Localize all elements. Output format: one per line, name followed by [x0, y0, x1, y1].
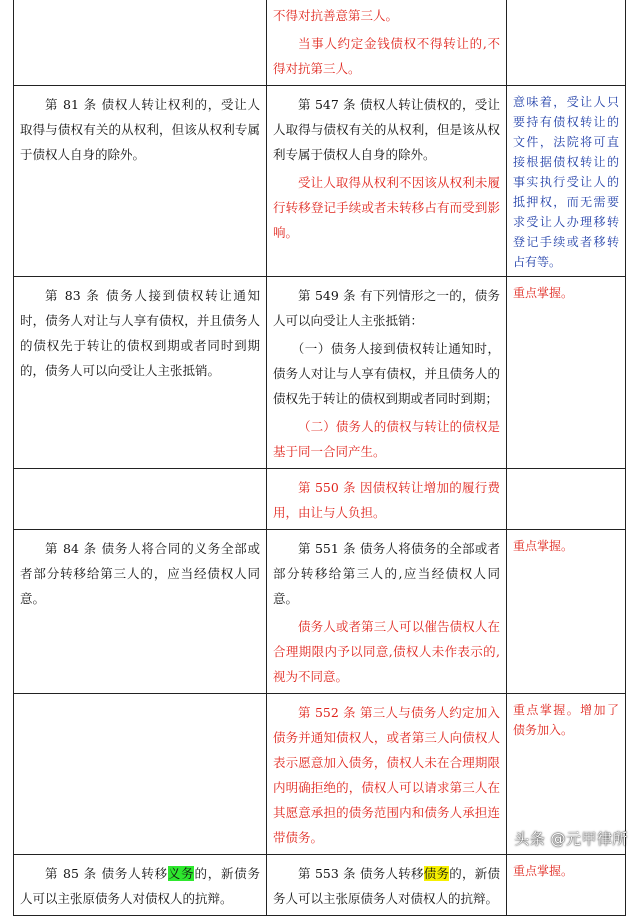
table-row [14, 277, 626, 469]
watermark-label: 头条 @元甲律所 [514, 830, 628, 848]
note-text: 重点掌握。 [513, 286, 574, 300]
new-law-text: （一）债务人接到债权转让通知时，债务人对让与人享有债权，并且债务人的债权先于转让的债权到期或者同时到期； [273, 341, 500, 406]
new-law-cell [267, 855, 507, 916]
new-law-text-part: 第 553 条 债务人转移 [298, 866, 424, 881]
new-law-cell [267, 0, 507, 86]
new-law-cell [267, 277, 507, 469]
note-cell [507, 855, 626, 916]
new-law-cell [267, 86, 507, 277]
table-row [14, 86, 626, 277]
old-law-cell [14, 855, 267, 916]
new-law-text: 第 550 条 因债权转让增加的履行费用，由让与人负担。 [273, 480, 500, 520]
new-law-text: 第 551 条 债务人将债务的全部或者部分转移给第三人的,应当经债权人同意。 [273, 541, 500, 606]
table-row [14, 530, 626, 694]
table-row [14, 0, 626, 86]
note-cell [507, 0, 626, 86]
new-law-cell [267, 469, 507, 530]
table-row [14, 469, 626, 530]
old-law-text: 第 83 条 债务人接到债权转让通知时，债务人对让与人享有债权，并且债务人的债权先于转让的债权到期或者同时到期的，债务人可以向受让人主张抵销。 [20, 288, 260, 378]
old-law-text-part: 第 85 条 债务人转移 [45, 866, 168, 881]
new-law-text-part: 的，新债务人可以主张原债务人对债权人的抗辩。 [273, 866, 500, 906]
new-law-text: （二）债务人的债权与转让的债权是基于同一合同产生。 [273, 419, 500, 459]
old-law-cell [14, 530, 267, 694]
note-text: 重点掌握。增加了债务加入。 [513, 703, 619, 737]
note-cell [507, 469, 626, 530]
old-law-text-part: 的，新债务人可以主张原债务人对债权人的抗辩。 [20, 866, 260, 906]
note-text: 重点掌握。 [513, 539, 574, 553]
new-law-text: 当事人约定金钱债权不得转让的,不得对抗第三人。 [273, 36, 500, 76]
old-law-cell [14, 694, 267, 855]
note-cell [507, 277, 626, 469]
new-law-cell [267, 694, 507, 855]
old-law-cell [14, 277, 267, 469]
new-law-text: 债务人或者第三人可以催告债权人在合理期限内予以同意,债权人未作表示的,视为不同意。 [273, 619, 500, 684]
new-law-text: 受让人取得从权利不因该从权利未履行转移登记手续或者未转移占有而受到影响。 [273, 175, 500, 240]
highlighted-term: 义务 [167, 866, 195, 881]
old-law-text [20, 861, 260, 911]
new-law-text: 第 547 条 债权人转让债权的，受让人取得与债权有关的从权利，但是该从权利专属于债权人自身的除外。 [273, 97, 500, 162]
new-law-text: 第 552 条 第三人与债务人约定加入债务并通知债权人，或者第三人向债权人表示愿意加入债务，债权人未在合理期限内明确拒绝的，债权人可以请求第三人在其愿意承担的债务范围内和债务人承担连带债务。 [273, 705, 500, 845]
old-law-text: 第 81 条 债权人转让权利的，受让人取得与债权有关的从权利，但该从权利专属于债权人自身的除外。 [20, 97, 260, 162]
new-law-cell [267, 530, 507, 694]
highlighted-term: 债务 [423, 866, 450, 881]
new-law-text: 第 549 条 有下列情形之一的，债务人可以向受让人主张抵销： [273, 288, 500, 328]
old-law-text: 第 84 条 债务人将合同的义务全部或者部分转移给第三人的，应当经债权人同意。 [20, 541, 260, 606]
old-law-cell [14, 86, 267, 277]
table-row [14, 855, 626, 916]
old-law-cell [14, 469, 267, 530]
note-text: 意味着，受让人只要持有债权转让的文件，法院将可直接根据债权转让的事实执行受让人的抵押权，而无需要求受让人办理移转登记手续或者移转占有等。 [513, 95, 619, 269]
note-cell [507, 86, 626, 277]
note-cell [507, 530, 626, 694]
new-law-text: 不得对抗善意第三人。 [273, 8, 399, 23]
law-comparison-table [13, 0, 626, 916]
new-law-text [273, 861, 500, 911]
old-law-cell [14, 0, 267, 86]
note-text: 重点掌握。 [513, 864, 574, 878]
